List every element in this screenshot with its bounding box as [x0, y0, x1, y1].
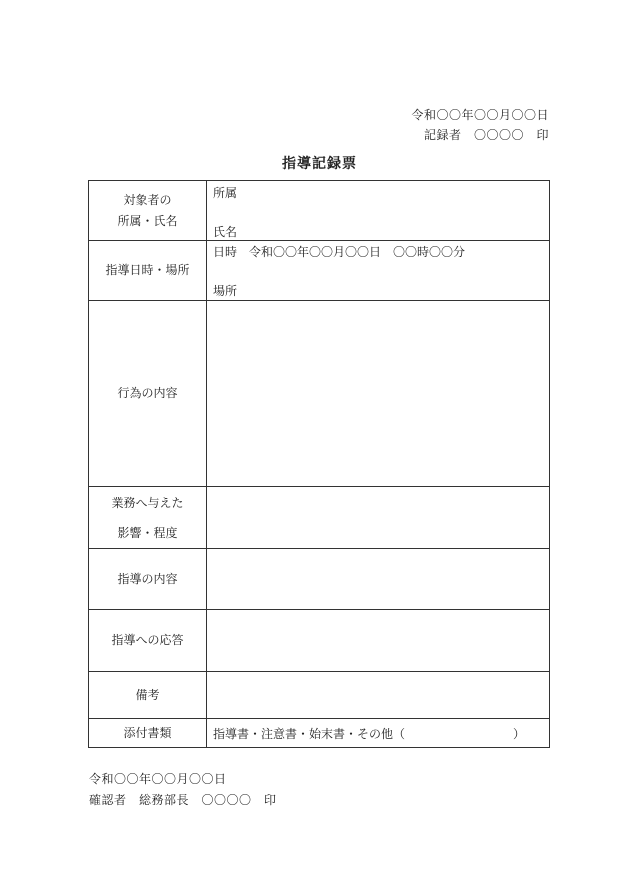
label-guidance: 指導の内容	[89, 549, 207, 610]
row-attachments	[89, 719, 550, 748]
row-guidance	[89, 549, 550, 610]
label-target	[89, 181, 207, 241]
affiliation-label: 所属	[213, 186, 238, 200]
confirmation-date: 令和〇〇年〇〇月〇〇日	[89, 772, 227, 786]
field-datetime[interactable]	[207, 241, 550, 301]
row-conduct	[89, 301, 550, 487]
guidance-record-table	[88, 180, 550, 748]
label-response: 指導への応答	[89, 610, 207, 672]
field-conduct[interactable]	[207, 301, 550, 487]
row-impact	[89, 487, 550, 549]
datetime-text: 日時 令和〇〇年〇〇月〇〇日 〇〇時〇〇分	[213, 245, 466, 259]
row-response	[89, 610, 550, 672]
record-date: 令和〇〇年〇〇月〇〇日	[411, 108, 549, 122]
document-title: 指導記録票	[282, 156, 357, 172]
label-impact-line1: 業務へ与えた	[111, 495, 184, 510]
field-response[interactable]	[207, 610, 550, 672]
label-impact-line2: 影響・程度	[117, 525, 178, 540]
label-datetime: 指導日時・場所	[89, 241, 207, 301]
field-guidance[interactable]	[207, 549, 550, 610]
row-remarks	[89, 672, 550, 719]
label-remarks: 備考	[89, 672, 207, 719]
label-attachments: 添付書類	[89, 719, 207, 748]
name-label: 氏名	[213, 225, 238, 239]
row-datetime	[89, 241, 550, 301]
place-label: 場所	[213, 284, 238, 298]
field-impact[interactable]	[207, 487, 550, 549]
field-attachments[interactable]: 指導書・注意書・始末書・その他（ ）	[207, 719, 550, 748]
recorder-line: 記録者 〇〇〇〇 印	[423, 128, 549, 142]
label-target-line2: 所属・氏名	[117, 213, 178, 228]
label-target-line1: 対象者の	[123, 193, 172, 208]
label-conduct: 行為の内容	[89, 301, 207, 487]
field-target[interactable]	[207, 181, 550, 241]
confirmer-line: 確認者 総務部長 〇〇〇〇 印	[89, 793, 277, 807]
field-remarks[interactable]	[207, 672, 550, 719]
row-target	[89, 181, 550, 241]
label-impact	[89, 487, 207, 549]
